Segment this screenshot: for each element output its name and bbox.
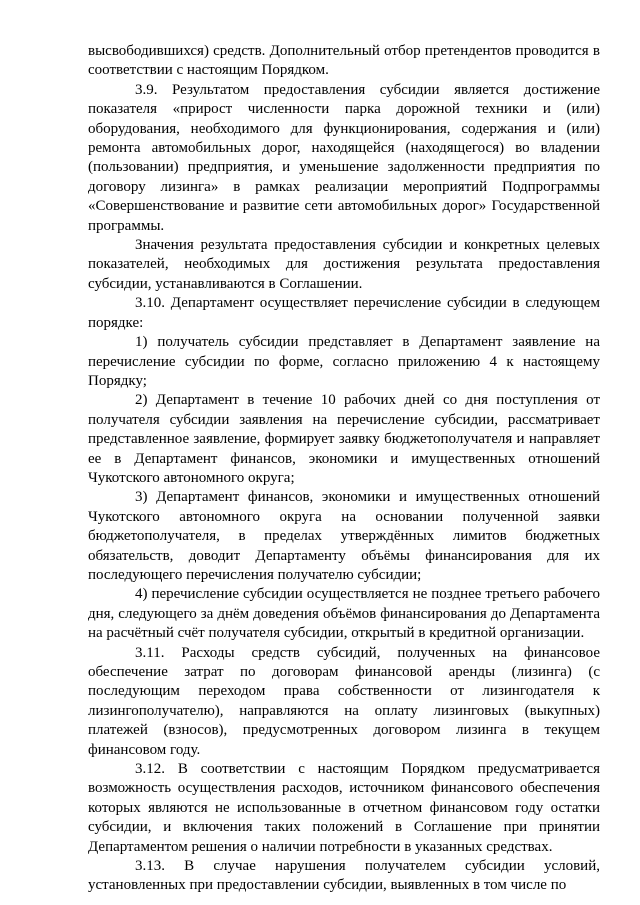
paragraph-3-10: 3.10. Департамент осуществляет перечисление субсидии в следующем порядке:	[88, 295, 600, 331]
paragraph-3-10-item-4: 4) перечисление субсидии осуществляется не позднее третьего рабочего дня, следующего за днём доведения объёмов финансирования до Департамента на расчётный счёт получателя субсидии, открытый в кредитной организации.	[88, 586, 600, 642]
paragraph-3-10-item-3: 3) Департамент финансов, экономики и имущественных отношений Чукотского автономного округа на основании полученной заявки бюджетополучателя, в пределах утверждённых лимитов бюджетных обязательств, доводит Департаменту объёмы финансирования для их последующего перечисления получателю субсидии;	[88, 489, 600, 583]
paragraph-result-values: Значения результата предоставления субсидии и конкретных целевых показателей, необходимых для достижения результата предоставления субсидии, устанавливаются в Соглашении.	[88, 237, 600, 292]
paragraph-3-13: 3.13. В случае нарушения получателем субсидии условий, установленных при предоставлении субсидии, выявленных в том числе по	[88, 858, 600, 894]
paragraph-continuation: высвободившихся) средств. Дополнительный отбор претендентов проводится в соответствии с настоящим Порядком.	[88, 43, 600, 79]
paragraph-3-10-item-2: 2) Департамент в течение 10 рабочих дней со дня поступления от получателя субсидии заявления на перечисление субсидии, рассматривает представленное заявление, формирует заявку бюджетополучателя и направляет ее в Департамент финансов, экономики и имущественных отношений Чукотского автономного округа;	[88, 392, 600, 486]
paragraph-3-11: 3.11. Расходы средств субсидий, полученных на финансовое обеспечение затрат по договорам финансовой аренды (лизинга) (с последующим переходом права собственности от лизингодателя к лизингополучателю), направляются на оплату лизинговых (выкупных) платежей (взносов), предусмотренных договором лизинга в текущем финансовом году.	[88, 644, 600, 758]
paragraph-3-10-item-1: 1) получатель субсидии представляет в Департамент заявление на перечисление субсидии по форме, согласно приложению 4 к настоящему Порядку;	[88, 334, 600, 389]
paragraph-3-12: 3.12. В соответствии с настоящим Порядком предусматривается возможность осуществления расходов, источником финансового обеспечения которых являются не использованные в отчетном финансовом году остатки субсидии, и включения таких положений в Соглашение при принятии Департаментом решения о наличии потребности в указанных средствах.	[88, 761, 600, 855]
paragraph-3-9: 3.9. Результатом предоставления субсидии является достижение показателя «прирост численности парка дорожной техники и (или) оборудования, необходимого для функционирования, содержания и (или) ремонта автомобильных дорог, находящейся (находящегося) во владении (пользовании) предприятия, и уменьшение задолженности предприятия по договору лизинга» в рамках реализации мероприятий Подпрограммы «Совершенствование и развитие сети автомобильных дорог» Государственной программы.	[88, 81, 600, 234]
